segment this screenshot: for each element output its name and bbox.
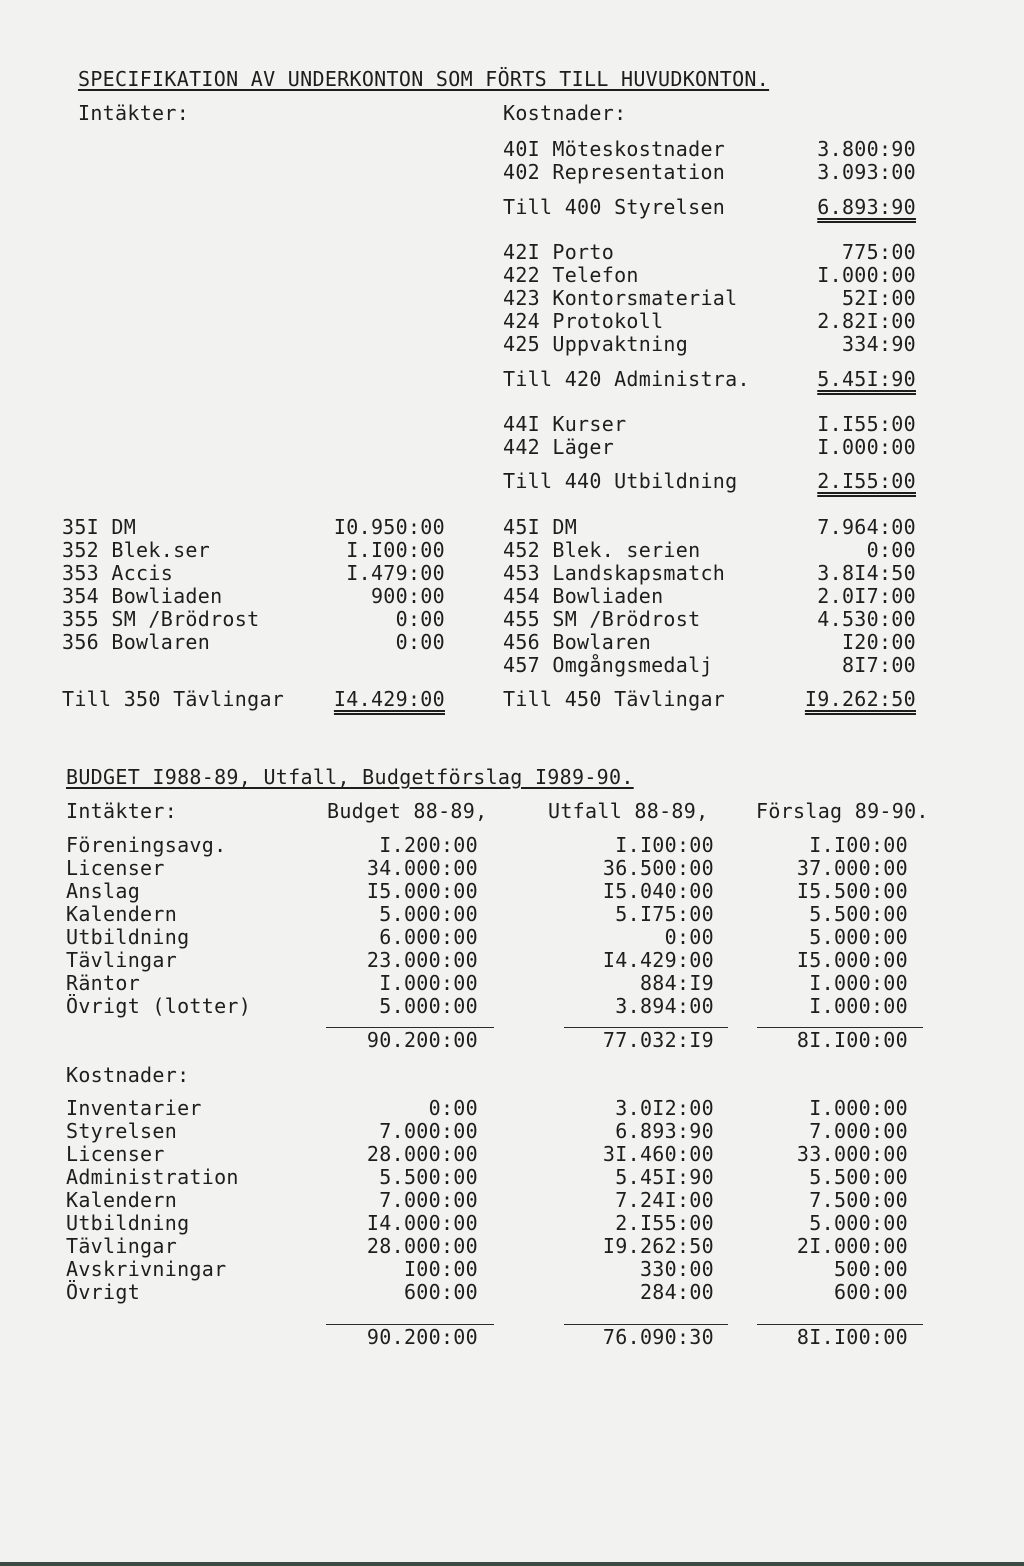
- spec-450-item-value: 4.530:00: [817, 607, 916, 631]
- spec-440-item-label: 44I Kurser: [503, 412, 627, 436]
- budget-income-forslag: 5.000:00: [809, 925, 908, 949]
- budget-income-budget: I.000:00: [379, 971, 478, 995]
- spec-420-item-value: 775:00: [841, 240, 916, 264]
- budget-cost-utfall: 2.I55:00: [615, 1211, 714, 1235]
- budget-cost-forslag: 7.000:00: [809, 1119, 908, 1143]
- budget-cost-utfall: 6.893:90: [615, 1119, 714, 1143]
- spec-420-item-value: 334:90: [841, 332, 916, 356]
- budget-col-header: Budget 88-89,: [327, 799, 488, 823]
- budget-col-header: Utfall 88-89,: [548, 799, 709, 823]
- spec-350-item-value: 0:00: [395, 607, 445, 631]
- budget-income-total-utfall: 77.032:I9: [602, 1028, 714, 1052]
- budget-cost-utfall: 7.24I:00: [615, 1188, 714, 1212]
- budget-cost-budget: 0:00: [428, 1096, 478, 1120]
- budget-cost-forslag: 5.000:00: [809, 1211, 908, 1235]
- budget-income-budget: I.200:00: [379, 833, 478, 857]
- spec-440-total-value: 2.I55:00: [817, 469, 916, 493]
- spec-400-item-label: 402 Representation: [503, 160, 726, 184]
- spec-450-item-label: 45I DM: [503, 515, 578, 539]
- budget-title: BUDGET I988-89, Utfall, Budgetförslag I989-90.: [66, 765, 634, 789]
- budget-cost-label: Styrelsen: [66, 1119, 178, 1143]
- budget-cost-forslag: 2I.000:00: [796, 1234, 908, 1258]
- spec-450-item-label: 452 Blek. serien: [503, 538, 701, 562]
- spec-440-item-value: I.I55:00: [817, 412, 916, 436]
- spec-420-item-label: 424 Protokoll: [503, 309, 664, 333]
- budget-cost-label: Avskrivningar: [66, 1257, 227, 1281]
- spec-450-item-value: 3.8I4:50: [817, 561, 916, 585]
- budget-col-header: Förslag 89-90.: [756, 799, 929, 823]
- budget-cost-label: Licenser: [66, 1142, 165, 1166]
- budget-income-forslag: I5.000:00: [796, 948, 908, 972]
- spec-income-header: Intäkter:: [78, 101, 190, 125]
- budget-income-label: Övrigt (lotter): [66, 994, 252, 1018]
- spec-350-item-value: I.479:00: [346, 561, 445, 585]
- budget-cost-label: Kalendern: [66, 1188, 178, 1212]
- budget-income-forslag: I.000:00: [809, 994, 908, 1018]
- budget-income-utfall: 3.894:00: [615, 994, 714, 1018]
- spec-420-item-label: 42I Porto: [503, 240, 615, 264]
- budget-income-label: Anslag: [66, 879, 141, 903]
- spec-350-item-label: 355 SM /Brödrost: [62, 607, 260, 631]
- budget-income-forslag: 5.500:00: [809, 902, 908, 926]
- budget-cost-forslag: 500:00: [833, 1257, 908, 1281]
- spec-450-item-value: I20:00: [841, 630, 916, 654]
- budget-cost-label: Övrigt: [66, 1280, 141, 1304]
- spec-350-item-label: 356 Bowlaren: [62, 630, 211, 654]
- spec-420-item-value: I.000:00: [817, 263, 916, 287]
- budget-income-utfall: I5.040:00: [602, 879, 714, 903]
- budget-income-budget: 6.000:00: [379, 925, 478, 949]
- scan-bottom-edge: [0, 1562, 1024, 1566]
- budget-income-header: Intäkter:: [66, 799, 178, 823]
- budget-cost-forslag: 5.500:00: [809, 1165, 908, 1189]
- budget-cost-forslag: 33.000:00: [796, 1142, 908, 1166]
- spec-440-total-label: Till 440 Utbildning: [503, 469, 738, 493]
- spec-450-item-label: 453 Landskapsmatch: [503, 561, 726, 585]
- spec-420-total-value: 5.45I:90: [817, 367, 916, 391]
- spec-450-item-value: 8I7:00: [841, 653, 916, 677]
- budget-income-label: Räntor: [66, 971, 141, 995]
- budget-cost-utfall: 3I.460:00: [602, 1142, 714, 1166]
- budget-income-label: Licenser: [66, 856, 165, 880]
- budget-income-utfall: 0:00: [664, 925, 714, 949]
- budget-cost-budget: 7.000:00: [379, 1188, 478, 1212]
- budget-cost-budget: 28.000:00: [366, 1234, 478, 1258]
- budget-cost-budget: 5.500:00: [379, 1165, 478, 1189]
- spec-400-item-value: 3.800:90: [817, 137, 916, 161]
- budget-income-forslag: I5.500:00: [796, 879, 908, 903]
- spec-450-item-label: 455 SM /Brödrost: [503, 607, 701, 631]
- budget-cost-utfall: 5.45I:90: [615, 1165, 714, 1189]
- budget-cost-utfall: 284:00: [639, 1280, 714, 1304]
- spec-350-item-value: 900:00: [370, 584, 445, 608]
- budget-income-label: Utbildning: [66, 925, 190, 949]
- spec-420-item-value: 52I:00: [841, 286, 916, 310]
- budget-income-utfall: I.I00:00: [615, 833, 714, 857]
- budget-income-utfall: 36.500:00: [602, 856, 714, 880]
- budget-cost-header: Kostnader:: [66, 1063, 190, 1087]
- budget-income-utfall: 5.I75:00: [615, 902, 714, 926]
- spec-420-item-value: 2.82I:00: [817, 309, 916, 333]
- budget-cost-budget: I00:00: [403, 1257, 478, 1281]
- budget-cost-budget: I4.000:00: [366, 1211, 478, 1235]
- spec-title: SPECIFIKATION AV UNDERKONTON SOM FÖRTS TILL HUVUDKONTON.: [78, 67, 770, 91]
- spec-450-item-label: 457 Omgångsmedalj: [503, 653, 713, 677]
- spec-350-item-label: 353 Accis: [62, 561, 174, 585]
- spec-350-item-label: 352 Blek.ser: [62, 538, 211, 562]
- budget-income-total-forslag: 8I.I00:00: [796, 1028, 908, 1052]
- spec-350-item-value: I0.950:00: [333, 515, 445, 539]
- spec-400-total-value: 6.893:90: [817, 195, 916, 219]
- spec-450-total-value: I9.262:50: [804, 687, 916, 711]
- budget-income-total-budget: 90.200:00: [366, 1028, 478, 1052]
- budget-income-budget: 23.000:00: [366, 948, 478, 972]
- budget-cost-utfall: 3.0I2:00: [615, 1096, 714, 1120]
- spec-400-item-label: 40I Möteskostnader: [503, 137, 726, 161]
- budget-cost-label: Utbildning: [66, 1211, 190, 1235]
- spec-420-item-label: 423 Kontorsmaterial: [503, 286, 738, 310]
- budget-cost-total-budget: 90.200:00: [366, 1325, 478, 1349]
- budget-income-utfall: I4.429:00: [602, 948, 714, 972]
- budget-cost-label: Inventarier: [66, 1096, 202, 1120]
- budget-cost-forslag: 7.500:00: [809, 1188, 908, 1212]
- budget-cost-label: Administration: [66, 1165, 239, 1189]
- spec-450-item-label: 456 Bowlaren: [503, 630, 652, 654]
- budget-cost-budget: 7.000:00: [379, 1119, 478, 1143]
- spec-450-item-label: 454 Bowliaden: [503, 584, 664, 608]
- spec-450-item-value: 0:00: [866, 538, 916, 562]
- spec-440-item-label: 442 Läger: [503, 435, 615, 459]
- budget-cost-total-forslag: 8I.I00:00: [796, 1325, 908, 1349]
- budget-income-budget: 5.000:00: [379, 994, 478, 1018]
- budget-cost-total-utfall: 76.090:30: [602, 1325, 714, 1349]
- spec-450-total-label: Till 450 Tävlingar: [503, 687, 726, 711]
- budget-income-forslag: I.000:00: [809, 971, 908, 995]
- budget-income-label: Föreningsavg.: [66, 833, 227, 857]
- spec-350-item-label: 35I DM: [62, 515, 137, 539]
- spec-420-item-label: 425 Uppvaktning: [503, 332, 689, 356]
- budget-income-utfall: 884:I9: [639, 971, 714, 995]
- budget-cost-utfall: I9.262:50: [602, 1234, 714, 1258]
- budget-cost-budget: 28.000:00: [366, 1142, 478, 1166]
- spec-450-item-value: 7.964:00: [817, 515, 916, 539]
- budget-income-forslag: I.I00:00: [809, 833, 908, 857]
- spec-450-item-value: 2.0I7:00: [817, 584, 916, 608]
- spec-350-total-label: Till 350 Tävlingar: [62, 687, 285, 711]
- spec-cost-header: Kostnader:: [503, 101, 627, 125]
- budget-income-forslag: 37.000:00: [796, 856, 908, 880]
- spec-420-total-label: Till 420 Administra.: [503, 367, 750, 391]
- budget-income-budget: 34.000:00: [366, 856, 478, 880]
- budget-income-label: Tävlingar: [66, 948, 178, 972]
- spec-420-item-label: 422 Telefon: [503, 263, 639, 287]
- spec-400-item-value: 3.093:00: [817, 160, 916, 184]
- budget-cost-forslag: 600:00: [833, 1280, 908, 1304]
- budget-income-label: Kalendern: [66, 902, 178, 926]
- budget-cost-utfall: 330:00: [639, 1257, 714, 1281]
- spec-350-item-label: 354 Bowliaden: [62, 584, 223, 608]
- budget-cost-budget: 600:00: [403, 1280, 478, 1304]
- spec-350-item-value: 0:00: [395, 630, 445, 654]
- budget-income-budget: I5.000:00: [366, 879, 478, 903]
- spec-350-item-value: I.I00:00: [346, 538, 445, 562]
- budget-income-budget: 5.000:00: [379, 902, 478, 926]
- spec-350-total-value: I4.429:00: [333, 687, 445, 711]
- spec-440-item-value: I.000:00: [817, 435, 916, 459]
- budget-cost-label: Tävlingar: [66, 1234, 178, 1258]
- budget-cost-forslag: I.000:00: [809, 1096, 908, 1120]
- spec-400-total-label: Till 400 Styrelsen: [503, 195, 726, 219]
